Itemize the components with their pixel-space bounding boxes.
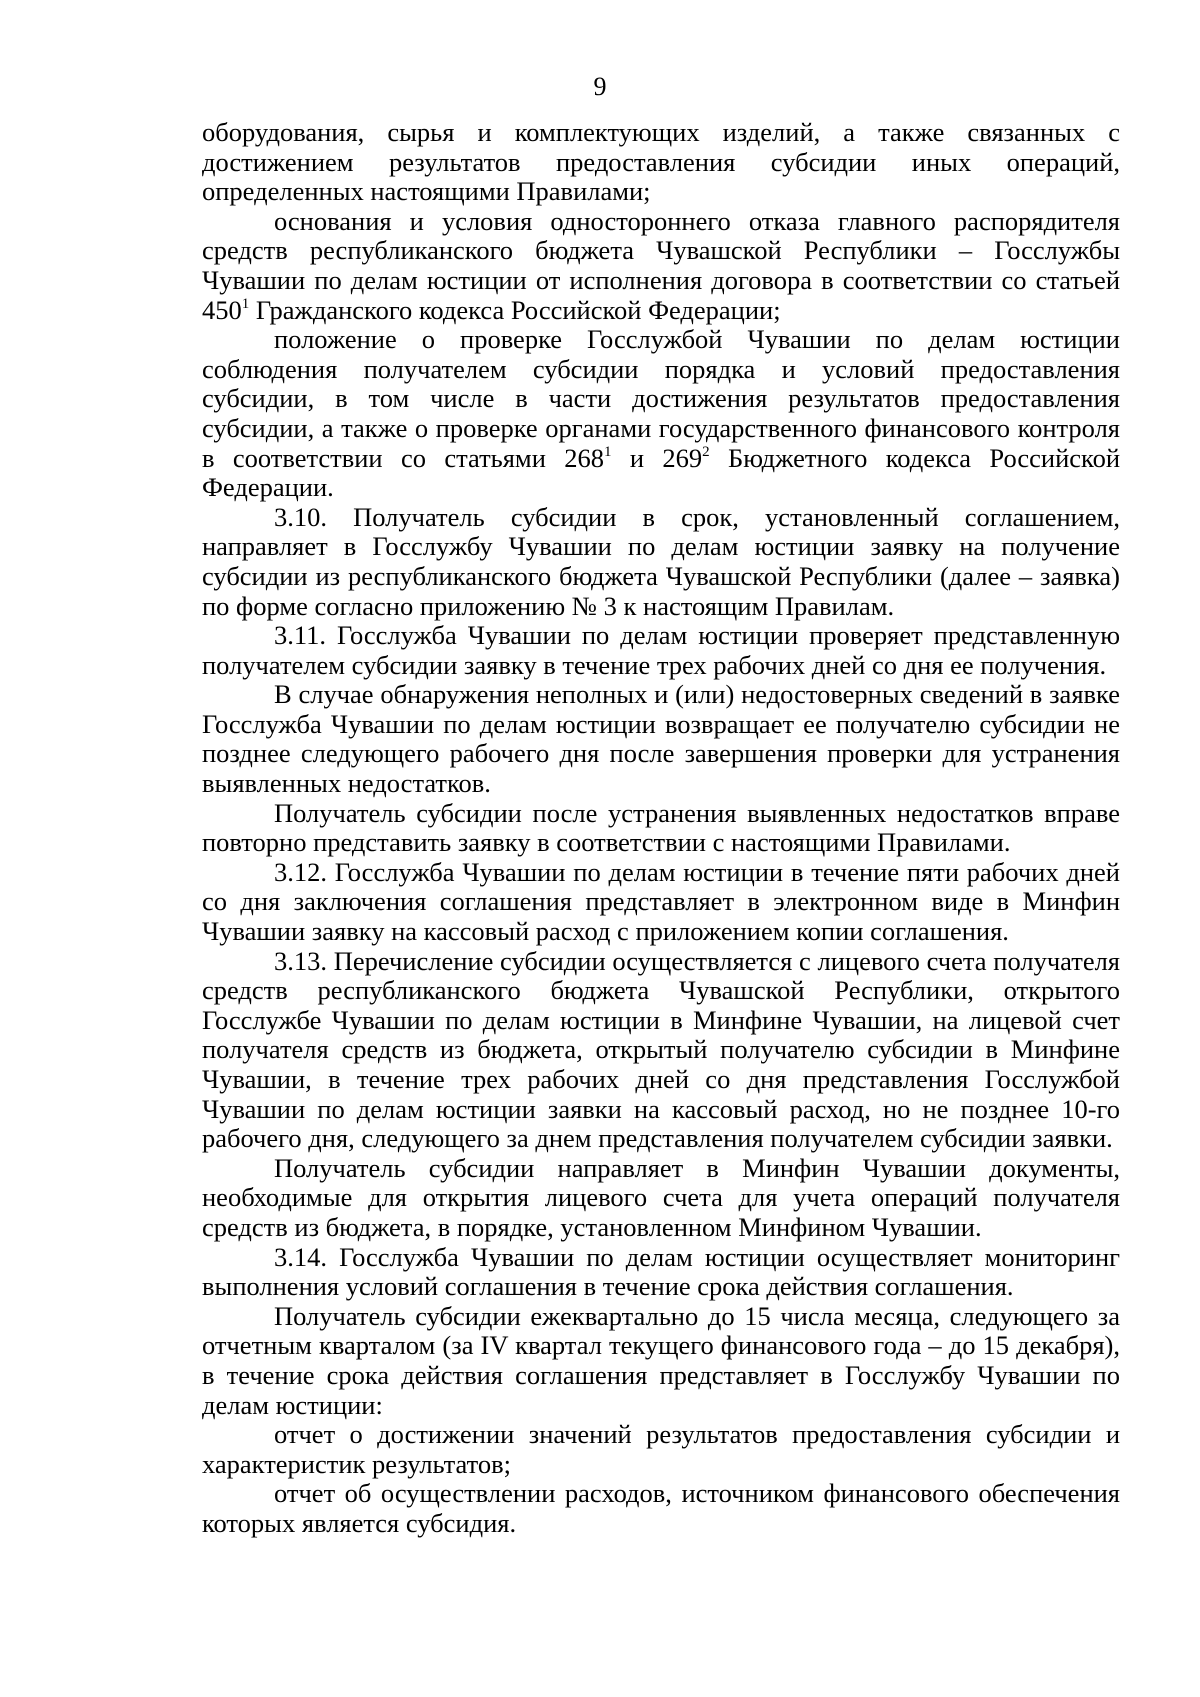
- paragraph-text: 3.12. Госслужба Чувашии по делам юстиции в течение пяти рабочих дней со дня заключения соглашения представляет в электронном виде в Минфин Чувашии заявку на кассовый расход с приложением копии соглашения.: [202, 856, 1120, 947]
- paragraph-quarterly-reports: [202, 1302, 1120, 1420]
- paragraph-text: Получатель субсидии направляет в Минфин Чувашии документы, необходимые для открытия лицевого счета для учета операций получателя средств из бюджета, в порядке, установленном Минфином Чувашии.: [202, 1152, 1120, 1242]
- superscript: 1: [241, 295, 250, 312]
- paragraph-text: Гражданского кодекса Российской Федерации;: [249, 294, 781, 325]
- paragraph-text: Получатель субсидии ежеквартально до 15 числа месяца, следующего за отчетным кварталом (за IV квартал текущего финансового года – до 15 декабря), в течение срока действия соглашения представляет в Госслужбу Чувашии по делам юстиции:: [202, 1300, 1120, 1420]
- paragraph-compliance-check: [202, 325, 1120, 503]
- paragraph-3-11: [202, 621, 1120, 680]
- paragraph-text: основания и условия одностороннего отказа главного распорядителя средств республиканского бюджета Чувашской Республики – Госслужбы Чувашии по делам юстиции от исполнения договора в соответствии со статьей 450: [202, 205, 1120, 325]
- paragraph-3-14: [202, 1243, 1120, 1302]
- paragraph-3-12: [202, 858, 1120, 947]
- paragraph-text: 3.14. Госслужба Чувашии по делам юстиции осуществляет мониторинг выполнения условий соглашения в течение срока действия соглашения.: [202, 1241, 1120, 1302]
- paragraph-results-report: [202, 1420, 1120, 1479]
- paragraph-text: отчет о достижении значений результатов предоставления субсидии и характеристик результатов;: [202, 1419, 1120, 1479]
- paragraph-text: 3.10. Получатель субсидии в срок, установленный соглашением, направляет в Госслужбу Чувашии по делам юстиции заявку на получение субсидии из республиканского бюджета Чувашской Республики (далее – заявка) по форме согласно приложению № 3 к настоящим Правилам.: [202, 501, 1120, 621]
- paragraph-text: и 269: [611, 442, 703, 473]
- paragraph-expenses-report: [202, 1479, 1120, 1538]
- document-body: [202, 118, 1120, 1539]
- paragraph-resubmit: [202, 799, 1120, 858]
- page-number: 9: [593, 72, 607, 101]
- paragraph-text: оборудования, сырья и комплектующих изделий, а также связанных с достижением результатов предоставления субсидии иных операций, определенных настоящими Правилами;: [202, 117, 1120, 207]
- paragraph-incomplete-data: [202, 680, 1120, 798]
- superscript: 2: [702, 443, 710, 460]
- paragraph-text: положение о проверке Госслужбой Чувашии по делам юстиции соблюдения получателем субсидии порядка и условий предоставления субсидии, в том числе в части достижения результатов предоставления субсидии, а также о проверке органами государственного финансового контроля в соответствии со статьями 268: [202, 324, 1120, 473]
- paragraph-text: 3.13. Перечисление субсидии осуществляется с лицевого счета получателя средств республиканского бюджета Чувашской Республики, открытого Госслужбе Чувашии по делам юстиции в Минфине Чувашии, на лицевой счет получателя средств из бюджета, открытый получателю субсидии в Минфине Чувашии, в течение трех рабочих дней со дня представления Госслужбой Чувашии по делам юстиции заявки на кассовый расход, но не позднее 10-го рабочего дня, следующего за днем представления получателем субсидии заявки.: [202, 945, 1120, 1154]
- paragraph-text: В случае обнаружения неполных и (или) недостоверных сведений в заявке Госслужба Чувашии по делам юстиции возвращает ее получателю субсидии не позднее следующего рабочего дня после завершения проверки для устранения выявленных недостатков.: [202, 679, 1120, 799]
- paragraph-text: Получатель субсидии после устранения выявленных недостатков вправе повторно представить заявку в соответствии с настоящими Правилами.: [202, 797, 1120, 858]
- paragraph-account-opening: [202, 1154, 1120, 1243]
- paragraph-text: отчет об осуществлении расходов, источником финансового обеспечения которых является субсидия.: [202, 1478, 1120, 1538]
- paragraph-unilateral-refusal: [202, 207, 1120, 325]
- paragraph-text: 3.11. Госслужба Чувашии по делам юстиции проверяет представленную получателем субсидии заявку в течение трех рабочих дней со дня ее получения.: [202, 620, 1120, 680]
- paragraph-equipment-operations: [202, 118, 1120, 207]
- paragraph-3-10: [202, 503, 1120, 621]
- paragraph-3-13: [202, 947, 1120, 1154]
- paragraph-text: Бюджетного кодекса Российской Федерации.: [202, 442, 1120, 503]
- superscript: 1: [604, 443, 612, 460]
